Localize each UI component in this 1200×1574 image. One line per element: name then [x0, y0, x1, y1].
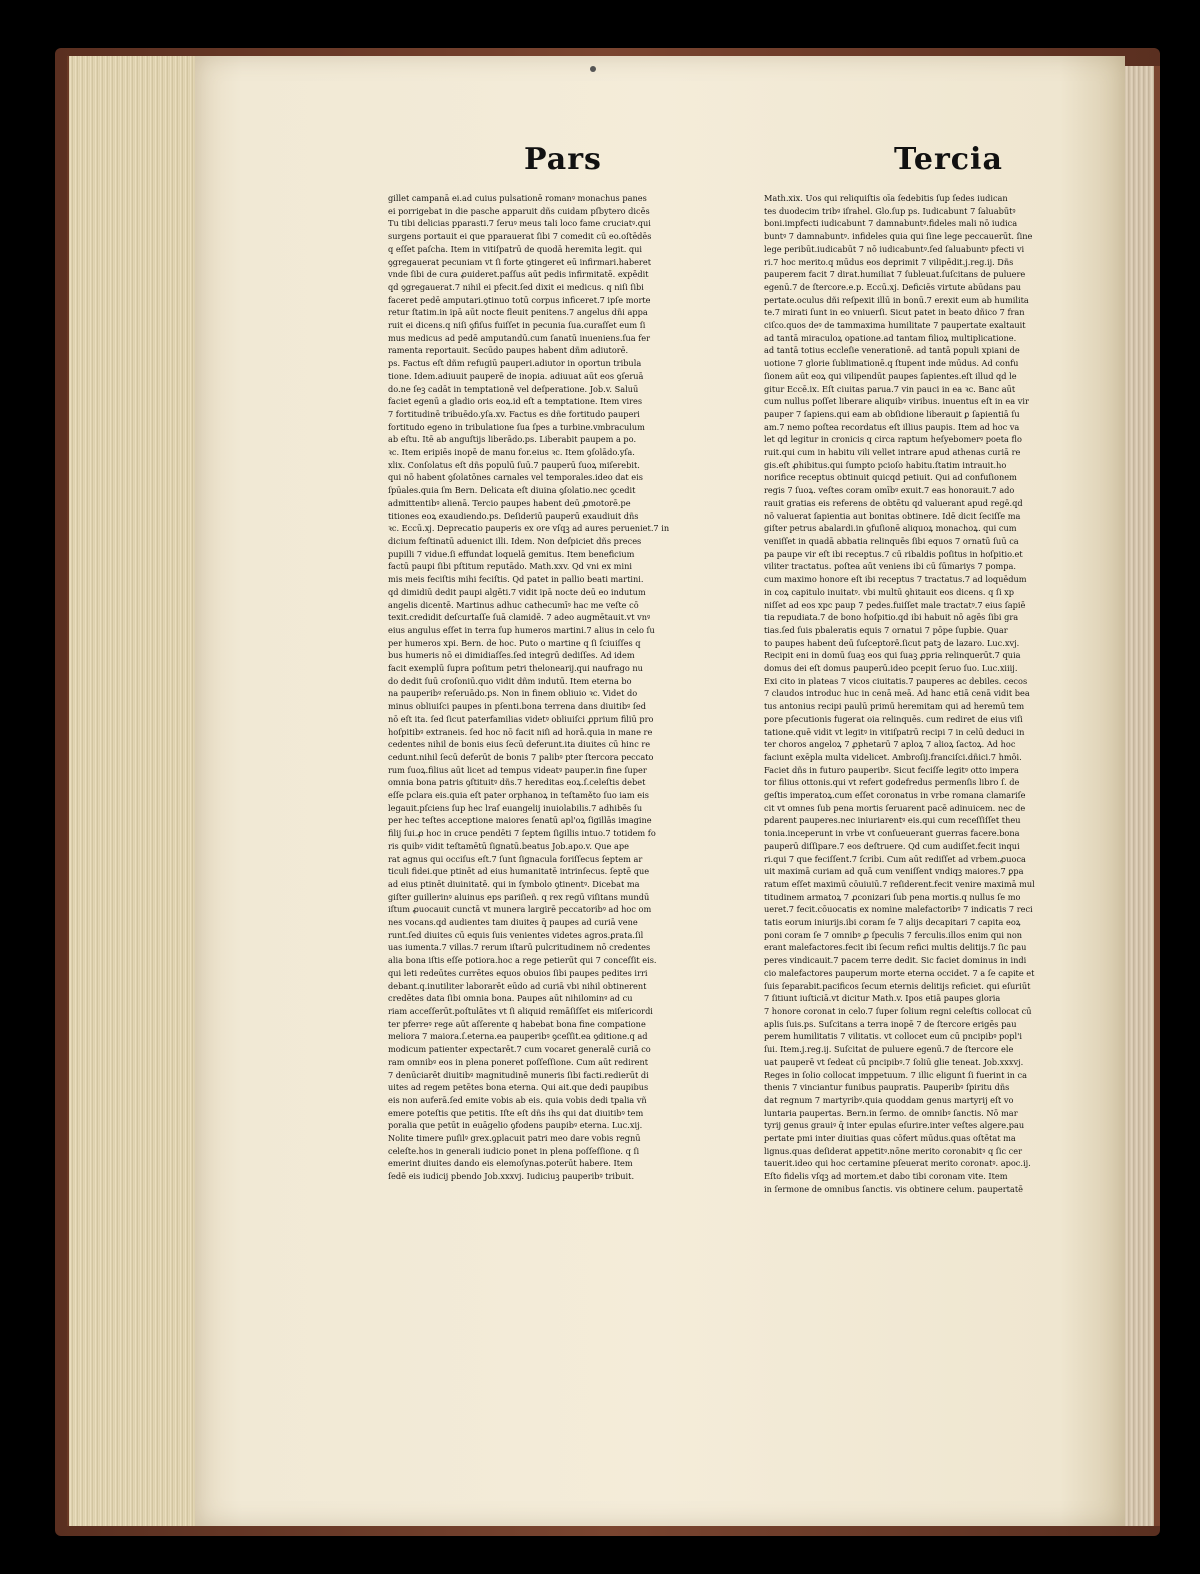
text-line: cit vt omnes ſub pena mortis ſeruarent pacē adinuicem. nec de	[764, 802, 1026, 813]
text-line: fortitudo egeno in tribulatione ſua ſpes a turbine.vmbraculum	[388, 421, 645, 432]
text-line: peres vindicauit.7 pacem terre dedit. Sic faciet dominus in indi	[764, 955, 1027, 966]
text-line: meliora 7 maiora.ſ.eterna.ea pauperibꝰ ꝯceſſit.ea ꝯditione.q ad	[388, 1031, 648, 1042]
text-line: tione. Idem.adiuuit pauperē de inopia. adiuuat aūt eos ꝯſeruā	[388, 370, 644, 381]
text-line: faceret pedē amputari.ꝯtinuo totū corpus inficeret.7 ipſe morte	[388, 294, 651, 305]
text-line: aplis ſuis.ps. Suſcitans a terra inopē 7 de ſtercore erigēs pau	[764, 1018, 1017, 1029]
text-line: ſui. Item.j.reg.ij. Suſcitat de puluere egenū.7 de ſtercore ele	[764, 1044, 1014, 1055]
text-line: te.7 mirati ſunt in eo vniuerſi. Sicut patet in beato dñico 7 fran	[764, 307, 1025, 318]
text-line: hoſpitibꝰ extraneis. ſed hoc nō facit niſi ad horā.quia in mane re	[388, 726, 653, 737]
text-line: veniſſet in quadā abbatia relinquēs ſibi equos 7 ornatū ſuū ca	[764, 535, 1019, 546]
text-line: ri.qui 7 que feciſſent.7 ſcribi. Cum aūt rediſſet ad vrbem.ꝓuoca	[764, 853, 1026, 864]
text-line: pauperū diſſipare.7 eos deſtruere. Qd cum audiſſet.fecit inqui	[764, 840, 1020, 851]
text-line: omnia bona patris ꝯſtituitꝰ dñs.7 hereditas eoꝝ.ſ.celeſtis debet	[388, 777, 646, 788]
text-line: in coꝝ capitulo inuitatꝰ. vbi multū ꝯhitauit eos dicens. q ſi xp	[764, 586, 1015, 597]
text-line: tatis eorum iniurijs.ibi coram ſe 7 alijs decapitari 7 capita eoꝝ	[764, 917, 1021, 928]
text-line: Nolite timere puſilꝰ grex.ꝯplacuit patri meo dare vobis regnū	[388, 1133, 641, 1144]
text-line: Eſto fidelis vſqꝫ ad mortem.et dabo tibi coronam vite. Item	[764, 1171, 1008, 1182]
text-line: giſter guillerinꝰ aluinus eps pariſieñ. q rex regū viſitans mundū	[388, 891, 650, 902]
text-line: ad tantā miraculoꝝ opatione.ad tantam filioꝝ multiplicatione.	[764, 332, 1017, 343]
text-line: in ſermone de omnibus ſanctis. vis obtinere celum. paupertatē	[764, 1183, 1023, 1194]
text-line: domus dei eſt domus pauperū.ideo pcepit ſeruo ſuo. Luc.xiiij.	[764, 663, 1018, 674]
text-line: uotione 7 glorie ſublimationē.q ſtupent inde mūdus. Ad confu	[764, 358, 1019, 369]
text-line: ei porrigebat in die pasche apparuit dñs cuidam pſbytero dicēs	[388, 205, 650, 216]
text-line: pupilli 7 vidue.ſi effundat loquelā gemitus. Item beneficium	[388, 548, 635, 559]
text-line: let qd legitur in cronicis q circa raptum heſyebomerꝰ poeta flo	[764, 434, 1022, 445]
text-line: ruit.qui cum in habitu vili vellet intrare apud athenas curiā re	[764, 447, 1021, 458]
text-line: texit.credidit deſcurtaſſe ſuā clamidē. 7 adeo augmētauit.vt vnꝰ	[388, 612, 651, 623]
text-line: iſtum ꝓuocauit cunctā vt munera largirē peccatoribꝰ ad hoc om	[388, 904, 652, 915]
text-line: emerint diuites dando eis elemoſynas.poterūt habere. Item	[388, 1158, 633, 1169]
text-line: cio malefactores pauperum morte eterna occidet. 7 a ſe capite et	[764, 967, 1035, 978]
text-line: pa paupe vir eſt ibi receptus.7 cū ribaldis poſitus in hoſpitio.et	[764, 548, 1023, 559]
running-head-left: Pars	[524, 142, 602, 177]
text-line: 7 fortitudinē tribuēdo.yſa.xv. Factus es dñe fortitudo pauperi	[388, 408, 640, 419]
text-line: ris quibꝰ vidit teſtamētū ſignatū.beatus Job.apo.v. Que ape	[388, 840, 629, 851]
text-line: ramenta reportauit. Secūdo paupes habent dñm adiutorē.	[388, 345, 629, 356]
text-line: ad tantā totius eccleſie venerationē. ad tantā populi xpiani de	[764, 345, 1020, 356]
text-line: ꝛc. Item eripiēs inopē de manu for.eius ꝛc. Item ꝯſolādo.yſa.	[388, 447, 635, 458]
text-line: tes duodecim tribꝰ iſrahel. Glo.ſup ps. Iudicabunt 7 ſaluabūtꝰ	[764, 205, 1016, 216]
text-line: am.7 nemo poſtea recordatus eſt illius paupis. Item ad hoc va	[764, 421, 1020, 432]
text-line: mus medicus ad pedē amputandū.cum ſanatū inueniens.ſua fer	[388, 332, 651, 343]
text-line: uit maximā curiam ad quā cum veniſſent vndiqꝫ maiores.7 ꝑpa	[764, 866, 1024, 877]
text-line: credētes data ſibi omnia bona. Paupes aūt nihilominꝰ ad cu	[388, 993, 633, 1004]
text-line: 7 denūciarēt diuitibꝰ magnitudinē muneris ſibi facti.redierūt di	[388, 1069, 649, 1080]
text-line: minus obliuiſci paupes in pſenti.bona terrena dans diuitibꝰ ſed	[388, 701, 646, 712]
text-line: filij ſui.ꝓ hoc in cruce pendēti 7 ſeptem ſigillis intuo.7 totidem fo	[388, 828, 656, 839]
text-line: Math.xix. Uos qui reliquiſtis oīa ſedebitis ſup ſedes iudican	[764, 193, 1008, 203]
text-line: celeſte.hos in generali iudicio ponet in plena poſſeſſione. q ſi	[388, 1145, 640, 1156]
text-line: uas iumenta.7 villas.7 rerum iſtarū pulcritudinem nō credentes	[388, 942, 651, 953]
text-line: gillet campanā ei.ad cuius pulsationē romanꝰ monachus panes	[388, 193, 647, 203]
text-line: vnde ſibi de cura ꝓuideret.paſſus aūt pedis infirmitatē. expēdit	[388, 269, 649, 280]
text-line: ruit ei dicens.q niſi ꝯfiſus fuiſſet in pecunia ſua.curaſſet eum ſi	[388, 320, 646, 331]
text-line: pore pſecutionis fugerat oia relinquēs. cum rediret de eius viſi	[764, 713, 1023, 724]
text-line: qui nō habent ꝯſolatōnes carnales vel temporales.ideo dat eis	[388, 472, 643, 483]
text-line: ram omnibꝰ eos in plena poneret poſſeſſione. Cum aūt redirent	[388, 1056, 649, 1067]
text-line: uites ad regem petētes bona eterna. Qui ait.que dedi paupibus	[388, 1082, 649, 1093]
text-line: ri.7 hoc merito.q mūdus eos deprimit 7 vilipēdit.j.reg.ij. Dñs	[764, 256, 1014, 267]
text-line: retur ſtatim.in ipā aūt nocte fleuit penitens.7 angelus dñi appa	[388, 307, 648, 318]
text-line: rauit gratias eis referens de obtētu qd valuerant apud regē.qd	[764, 497, 1023, 508]
text-line: titudinem armatoꝝ 7 ꝓconizari ſub pena mortis.q nullus ſe mo	[764, 891, 1021, 902]
text-line: cum maximo honore eſt ibi receptus 7 tractatus.7 ad loquēdum	[764, 574, 1027, 585]
text-line: giſter petrus abalardi.in ꝯfuſionē aliquoꝝ monachoꝝ. qui cum	[764, 523, 1017, 534]
running-head-right: Tercia	[894, 142, 1003, 177]
text-line: q eſſet paſcha. Item in vitiſpatrū de quodā heremita legit. qui	[388, 243, 643, 254]
text-line: boni.impfecti iudicabunt 7 damnabuntꝰ.fideles mali nō iudica	[764, 218, 1018, 229]
text-line: per hec teſtes acceptione maiores ſenatū apl'oꝝ ſigillās imagine	[388, 815, 652, 826]
text-line: rum ſuoꝝ.filius aūt licet ad tempus videatꝰ pauper.in fine ſuper	[388, 764, 647, 775]
text-line: modicum patienter expectarēt.7 cum vocaret generalē curiā co	[388, 1044, 651, 1055]
text-line: pauper 7 ſapiens.qui eam ab obſidione liberauit ꝑ ſapientiā ſu	[764, 408, 1020, 419]
text-line: nō valuerat ſapientia aut bonitas obtinere. Idē dicit ſeciſſe ma	[764, 510, 1021, 521]
text-line: ratum eſſet maximū cōuiuiū.7 reſiderent.fecit venire maximā mul	[764, 878, 1035, 889]
text-line: pdarent pauperes.nec iniuriarentꝰ eis.qui cum receſſiſſet theu	[764, 815, 1021, 826]
text-line: ter choros angeloꝝ 7 ꝓphetarū 7 aploꝝ 7 alioꝝ ſactoꝝ. Ad hoc	[764, 739, 1016, 750]
text-line: tias.ſed ſuis pbaleratis equis 7 ornatui 7 pōpe ſupbie. Quar	[764, 624, 1008, 635]
text-line: Tu tibi delicias pparasti.7 ſeruꝰ meus tali loco fame cruciatꝰ.qui	[388, 218, 651, 229]
text-line: pauperem facit 7 dirat.humiliat 7 ſubleuat.ſuſcitans de puluere	[764, 269, 1026, 280]
text-line: legauit.pſciens ſup hec lraſ euangelij inuiolabilis.7 adhibēs ſu	[388, 802, 643, 813]
text-line: 7 claudos introduc huc in cenā meā. Ad hanc etiā cenā vidit bea	[764, 688, 1030, 699]
text-line: eis non auferā.ſed emite vobis ab eis. quia vobis dedi tpalia vñ	[388, 1094, 647, 1105]
text-line: ter pferreꝰ rege aūt aſſerente q habebat bona fine compatione	[388, 1018, 646, 1029]
text-line: egenū.7 de ſtercore.e.p. Eccū.xj. Deficiēs virtute abūdans pau	[764, 281, 1021, 292]
text-line: Exi cito in plateas 7 vicos ciuitatis.7 pauperes ac debiles. cecos	[764, 675, 1028, 686]
text-line: tia repudiata.7 de bono hoſpitio.qd ibi habuit nō agēs ſibi gra	[764, 612, 1019, 623]
text-line: thenis 7 vinciantur funibus paupratis. Pauperibꝰ ſpiritu dñs	[764, 1082, 1010, 1093]
text-line: tor filius ottonis.qui vt refert godefredus permenſis libro ſ. de	[764, 777, 1020, 788]
text-line: niſſet ad eos xpc paup 7 pedes.fuiſſet male tractatꝰ.7 eius ſapiē	[764, 599, 1026, 610]
text-line: pertate pmi inter diuitias quas cōfert mūdus.quas oſtētat ma	[764, 1133, 1016, 1144]
text-line: facit exemplū ſupra poſitum petri thelonearij.qui naufrago nu	[388, 663, 643, 674]
text-line: geſtis imperatoꝝ.cum eſſet coronatus in vrbe romana clamariſe	[764, 790, 1026, 801]
text-line: nes vocans.qd audientes tam diuites q̄ paupes ad curiā vene	[388, 917, 638, 928]
text-line: ꝯgregauerat pecuniam vt ſi forte ꝯtingeret eū infirmari.haberet	[388, 256, 651, 267]
text-line: ad eius ptinēt diuinitatē. qui in ſymbolo ꝯtinentꝰ. Dicebat ma	[388, 878, 640, 889]
text-line: 7 honore coronat in celo.7 ſuper ſolium regni celeſtis collocat cū	[764, 1006, 1032, 1016]
text-line: buntꝰ 7 damnabuntꝰ. infideles quia qui ſine lege peccauerūt. ſine	[764, 231, 1033, 242]
text-line: riam acceſſerūt.poſtulātes vt ſi aliquid remāſiſſet eis miſericordi	[388, 1006, 653, 1016]
page-mark	[590, 66, 596, 72]
text-line: emere poteſtis que petitis. Iſte eſt dñs ihs qui dat diuitibꝰ tem	[388, 1107, 644, 1118]
text-line: Recipit eni in domū ſuaꝫ eos qui ſuaꝫ ꝓpria relinquerūt.7 quia	[764, 650, 1021, 661]
text-line: xlix. Conſolatus eſt dñs populū ſuū.7 pauperū ſuoꝝ miſerebit.	[388, 459, 640, 470]
text-line: ticuli fidei.que ptinēt ad eius humanitatē intrinſecus. ſeptē que	[388, 866, 650, 877]
text-line: ciſco.quos deꝰ de tammaxima humilitate 7 paupertate exaltauit	[764, 320, 1026, 331]
text-line: angelis dicentē. Martinus adhuc cathecumīꝰ hac me veſte cō	[388, 599, 639, 610]
text-line: 7 ſitiunt iuſticiā.vt dicitur Math.v. Ipos etiā paupes gloria	[764, 993, 1001, 1004]
text-line: to paupes habent deū ſuſceptorē.ſicut patꝫ de lazaro. Luc.xvj.	[764, 637, 1020, 648]
text-line: ſionem aūt eoꝝ qui vilipendūt paupes ſapientes.eſt illud qd le	[764, 370, 1017, 381]
text-line: regis 7 ſuoꝝ. veſtes coram omībꝰ exuit.7 eas honorauit.7 ado	[764, 485, 1015, 496]
text-line: qd dimidiū dedit paupi algēti.7 vidit ipā nocte deū eo indutum	[388, 586, 646, 597]
text-line: ſedē eis iudicij pbendo Job.xxxvj. Iudiciuꝫ pauperibꝰ tribuit.	[388, 1171, 635, 1182]
text-line: cedunt.nihil ſecū deferūt de bonis 7 palibꝰ pter ſtercora peccato	[388, 751, 654, 762]
text-line: nō eſt ita. ſed ſicut paterfamilias videtꝰ obliuiſci ꝓprium filiū pro	[388, 713, 654, 724]
text-line: gis.eſt ꝓhibitus.qui ſumpto pcioſo habitu.ſtatim intrauit.ho	[764, 459, 1007, 470]
text-line: ab eſtu. Itē ab anguſtijs liberādo.ps. Liberabit paupem a po.	[388, 434, 637, 445]
text-line: uat pauperē vt ſedeat cū pncipibꝰ.7 ſoliū glie teneat. Job.xxxvj.	[764, 1056, 1024, 1067]
text-line: pertate.oculus dñi reſpexit illū in bonū.7 erexit eum ab humilita	[764, 294, 1029, 305]
text-line: tauerit.ideo qui hoc certamine pſeuerat merito coronatꝰ. apoc.ij.	[764, 1158, 1031, 1169]
text-line: alia bona iſtis eſſe potiora.hoc a rege petierūt qui 7 conceſſit eis.	[388, 955, 657, 966]
text-line: qd ꝯgregauerat.7 nihil ei pfecit.ſed dixit ei medicus. q niſi ſibi	[388, 281, 644, 292]
text-line: gitur Eccē.ix. Eſt ciuitas parua.7 vin pauci in ea ꝛc. Banc aūt	[764, 383, 1016, 394]
text-line: norifice receptus obtinuit quicqd petiuit. Qui ad confuſionem	[764, 472, 1017, 483]
text-line: tonia.inceperunt in vrbe vt conſueuerant guerras facere.bona	[764, 828, 1020, 839]
text-line: ſuis ſeparabit.pacificos ſecum eternis delitijs reficiet. qui eſuriūt	[764, 980, 1031, 991]
text-line: eius angulus eſſet in terra ſup humeros martini.7 alius in celo ſu	[388, 624, 655, 635]
text-line: runt.ſed diuites cū equis ſuis venientes videtes agros.ꝑrata.ſil	[388, 929, 644, 940]
text-line: Reges in ſolio collocat imppetuum. 7 illic eligunt ſi fuerint in ca	[764, 1069, 1027, 1080]
text-line: titiones eoꝝ exaudiendo.ps. Deſideriū pauperū exaudiuit dñs	[388, 510, 639, 521]
text-line: Faciet dñs in futuro pauperibꝰ. Sicut feciſſe legitꝰ otto impera	[764, 764, 1019, 775]
text-line: do.ne ſeꝫ cadāt in temptationē vel deſperatione. Job.v. Saluū	[388, 383, 639, 394]
text-line: per humeros xpi. Bern. de hoc. Puto o martine q ſi ſciuiſſes q	[388, 637, 641, 648]
text-line: admittentibꝰ alienā. Tercio paupes habent deū ꝓmotorē.pe	[388, 497, 631, 508]
text-line: surgens portauit ei que pparauerat ſibi 7 comedit cū eo.oſtēdēs	[388, 231, 652, 242]
text-line: do dedit ſuū croſoniū.quo vidit dñm indutū. Item eterna bo	[388, 675, 632, 686]
text-line: lege peribūt.iudicabūt 7 nō iudicabuntꝰ.ſed ſaluabuntꝰ pfecti vi	[764, 243, 1025, 254]
text-line: na pauperibꝰ reſeruādo.ps. Non in finem obliuio ꝛc. Videt do	[388, 688, 638, 699]
text-line: tyrij genus grauiꝰ q̄ inter epulas eſurire.inter veſtes algere.pau	[764, 1120, 1025, 1131]
text-line: ps. Factus eſt dñm refugiū pauperi.adiutor in oportun tribula	[388, 358, 642, 369]
text-line: dat regnum 7 martyribꝰ.quia quoddam genus martyrij eſt vo	[764, 1094, 1014, 1105]
text-column-right	[764, 192, 1070, 1196]
text-line: ſpūales.quia ſm Bern. Delicata eſt diuina ꝯſolatio.nec ꝯcedit	[388, 485, 636, 496]
text-line: erant malefactores.fecit ibi ſecum refici multis delitijs.7 ſic pau	[764, 942, 1027, 953]
text-line: luntaria paupertas. Bern.in ſermo. de omnibꝰ ſanctis. Nō mar	[764, 1107, 1018, 1118]
text-line: dicium feſtinatū aduenict illi. Idem. Non deſpiciet dñs preces	[388, 535, 642, 546]
text-line: viliter tractatus. poſtea aūt veniens ibi cū ſūmariys 7 pompa.	[764, 561, 1017, 572]
page-edges-left	[67, 56, 199, 1526]
text-line: factū paupi ſibi pſtitum reputādo. Math.xxv. Qd vni ex mini	[388, 561, 632, 572]
text-line: qui leti redeūtes currētes equos obuios ſibi paupes pedites irri	[388, 967, 648, 978]
text-line: ueret.7 fecit.cōuocatis ex nomine malefactoribꝰ 7 indicatis 7 reci	[764, 904, 1033, 915]
text-line: faciunt exēpla multa videlicet. Ambroſij.franciſci.dñici.7 hmōi.	[764, 751, 1022, 762]
text-line: poralia que petūt in euāgelio ꝯfodens paupibꝰ eterna. Luc.xij.	[388, 1120, 643, 1131]
text-line: eſſe pclara eis.quia eſt pater orphanoꝝ in teſtaměto ſuo iam eis	[388, 790, 649, 801]
text-line: ꝛc. Eccū.xj. Deprecatio pauperis ex ore vſqꝫ ad aures perueniet.7 in	[388, 523, 670, 534]
text-line: tus antonius recipi paulū primū heremitam qui ad heremū tem	[764, 701, 1025, 712]
text-line: bus humeris nō ei dimidiaſſes.ſed integrū dediſſes. Ad idem	[388, 650, 635, 661]
text-line: poni coram ſe 7 omnibꝰ ꝓ ſpeculis 7 ferculis.illos enim qui non	[764, 929, 1023, 940]
text-line: lignus.quas deſiderat appetitꝰ.nōne merito coronabitꝰ q ſic cer	[764, 1145, 1022, 1156]
text-line: tatione.quē vidit vt legitꝰ in vitiſpatrū recipi 7 in celū deduci in	[764, 726, 1025, 737]
text-line: cedentes nihil de bonis eius ſecū deferunt.ita diuites cū hinc re	[388, 739, 651, 750]
text-line: debant.q.inutiliter laborarēt eūdo ad curiā vbi nihil obtinerent	[388, 980, 647, 991]
text-line: mis meis feciſtis mihi feciſtis. Qd patet in pallio beati martini.	[388, 574, 644, 585]
text-line: faciet egenū a gladio oris eoꝝ.id eſt a temptatione. Item vires	[388, 396, 643, 407]
text-column-left	[388, 192, 693, 1183]
text-line: perem humilitatis 7 vilitatis. vt collocet eum cū pncipibꝰ popl'i	[764, 1031, 1022, 1042]
text-line: cum nullus poſſet liberare aliquibꝰ viribus. inuentus eſt in ea vir	[764, 396, 1029, 407]
text-line: rat agnus qui occiſus eſt.7 ſunt ſignacula foriſſecus ſeptem ar	[388, 853, 643, 864]
